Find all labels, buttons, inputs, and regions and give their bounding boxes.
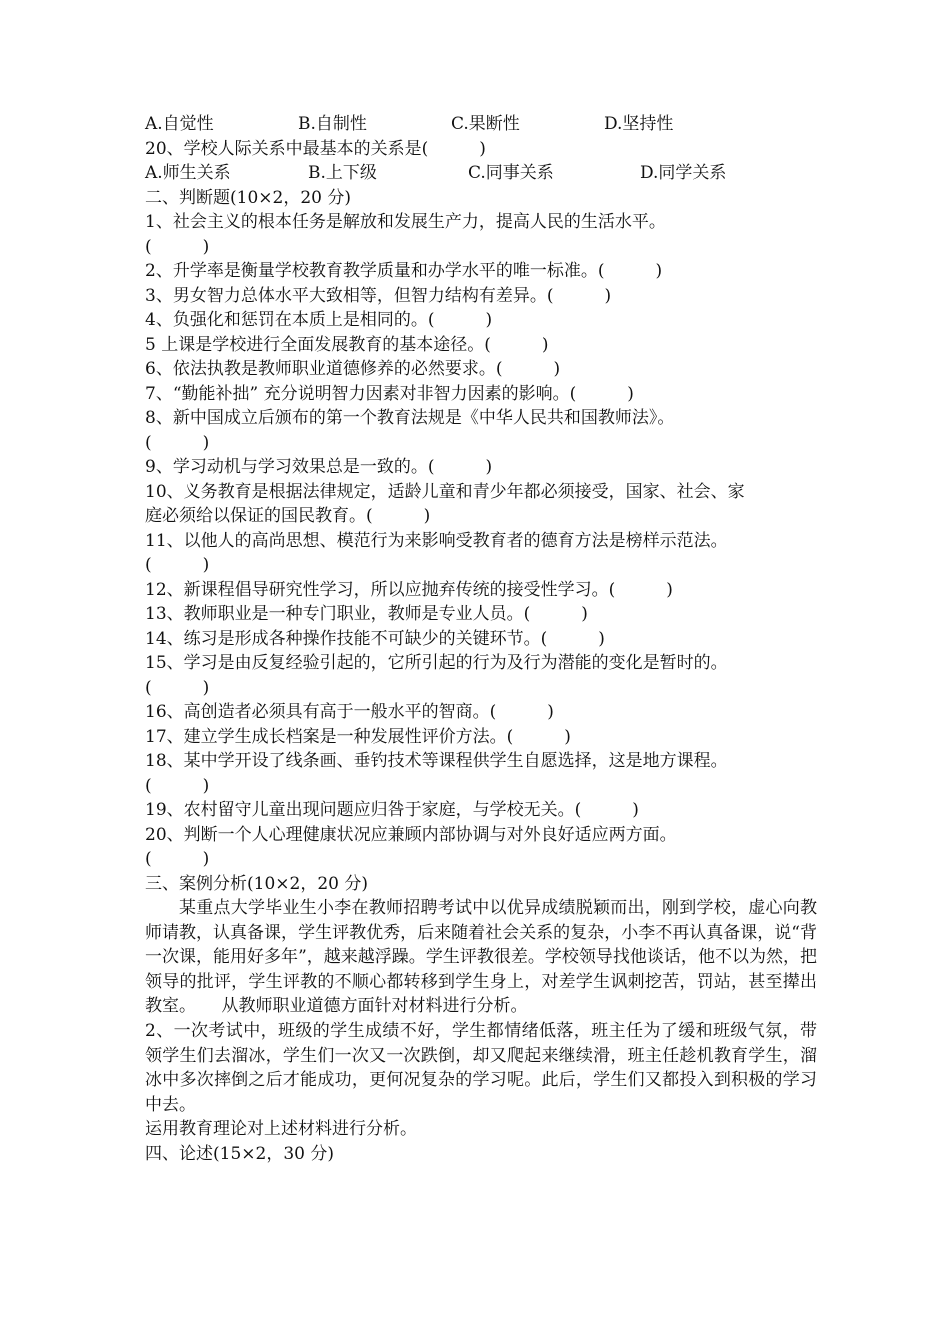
judge-line: 15、学习是由反复经验引起的，它所引起的行为及行为潜能的变化是暂时的。 [145, 653, 728, 673]
judge-line: 20、判断一个人心理健康状况应兼顾内部协调与对外良好适应两方面。 [145, 824, 677, 845]
q19-options [145, 112, 817, 137]
judge-line: 4、负强化和惩罚在本质上是相同的。( ) [145, 310, 493, 330]
judge-line: 9、学习动机与学习效果总是一致的。( ) [145, 457, 493, 477]
judge-line: 8、新中国成立后颁布的第一个教育法规是《中华人民共和国教师法》。 [145, 408, 675, 428]
exam-page [145, 112, 817, 1166]
section-2-title: 二、判断题(10×2，20 分) [145, 187, 351, 208]
judge-line: ( ) [145, 432, 210, 453]
question-20: 20、学校人际关系中最基本的关系是( ) [145, 138, 486, 159]
judge-line: 12、新课程倡导研究性学习，所以应抛弃传统的接受性学习。( ) [145, 579, 673, 600]
judge-line: 14、练习是形成各种操作技能不可缺少的关键环节。( ) [145, 628, 605, 649]
judge-line: 7、“勤能补拙” 充分说明智力因素对非智力因素的影响。( ) [145, 383, 634, 404]
option-c: C.同事关系 [468, 163, 554, 183]
option-a: A.师生关系 [145, 163, 231, 183]
judge-line: ( ) [145, 677, 210, 698]
judge-line: 16、高创造者必须具有高于一般水平的智商。( ) [145, 702, 554, 722]
judge-line: 3、男女智力总体水平大致相等，但智力结构有差异。( ) [145, 285, 612, 306]
judge-line: 18、某中学开设了线条画、垂钓技术等课程供学生自愿选择，这是地方课程。 [145, 751, 728, 771]
judge-line: 19、农村留守儿童出现问题应归咎于家庭，与学校无关。( ) [145, 800, 639, 820]
q20-options [145, 161, 817, 186]
judge-line: 17、建立学生成长档案是一种发展性评价方法。( ) [145, 726, 571, 747]
option-b: B.上下级 [308, 163, 377, 183]
judge-line: ( ) [145, 775, 210, 796]
judge-line: 13、教师职业是一种专门职业，教师是专业人员。( ) [145, 604, 588, 624]
judge-line: ( ) [145, 555, 210, 575]
case-2-task: 运用教育理论对上述材料进行分析。 [145, 1119, 417, 1140]
judge-line: ( ) [145, 236, 210, 257]
case-2-text: 2、一次考试中，班级的学生成绩不好，学生都情绪低落，班主任为了缓和班级气氛，带领学生们去溜冰，学生们一次又一次跌倒，却又爬起来继续滑，班主任趁机教育学生，溜冰中多次摔倒之后才能成功，更何况复杂的学习呢。此后，学生们又都投入到积极的学习中去。 [145, 1020, 817, 1115]
case-1-text: 某重点大学毕业生小李在教师招聘考试中以优异成绩脱颖而出，刚到学校，虚心向教师请教，认真备课，学生评教优秀，后来随着社会关系的复杂，小李不再认真备课，说“背一次课，能用好多年”，越来越浮躁。学生评教很差。学校领导找他谈话，他不以为然，把领导的批评，学生评教的不顺心都转移到学生身上，对差学生讽刺挖苦，罚站，甚至撵出教室。 从教师职业道德方面针对材料进行分析。 [145, 898, 817, 1017]
option-d: D.同学关系 [640, 163, 727, 183]
judge-line: 6、依法执教是教师职业道德修养的必然要求。( ) [145, 359, 561, 379]
option-d: D.坚持性 [604, 114, 674, 134]
judge-line: 2、升学率是衡量学校教育教学质量和办学水平的唯一标准。( ) [145, 261, 663, 281]
judge-line: 5 上课是学校进行全面发展教育的基本途径。( ) [145, 334, 549, 355]
judge-line: 10、义务教育是根据法律规定，适龄儿童和青少年都必须接受，国家、社会、家 [145, 481, 745, 502]
option-a: A.自觉性 [145, 114, 214, 134]
judge-line: ( ) [145, 849, 210, 869]
judge-line: 1、社会主义的根本任务是解放和发展生产力，提高人民的生活水平。 [145, 212, 666, 232]
option-b: B.自制性 [298, 114, 367, 134]
judge-line: 11、以他人的高尚思想、模范行为来影响受教育者的德育方法是榜样示范法。 [145, 530, 728, 551]
judge-line: 庭必须给以保证的国民教育。( ) [145, 506, 431, 526]
section-4-title: 四、论述(15×2，30 分) [145, 1143, 334, 1164]
section-3-title: 三、案例分析(10×2，20 分) [145, 873, 368, 894]
option-c: C.果断性 [451, 114, 520, 134]
